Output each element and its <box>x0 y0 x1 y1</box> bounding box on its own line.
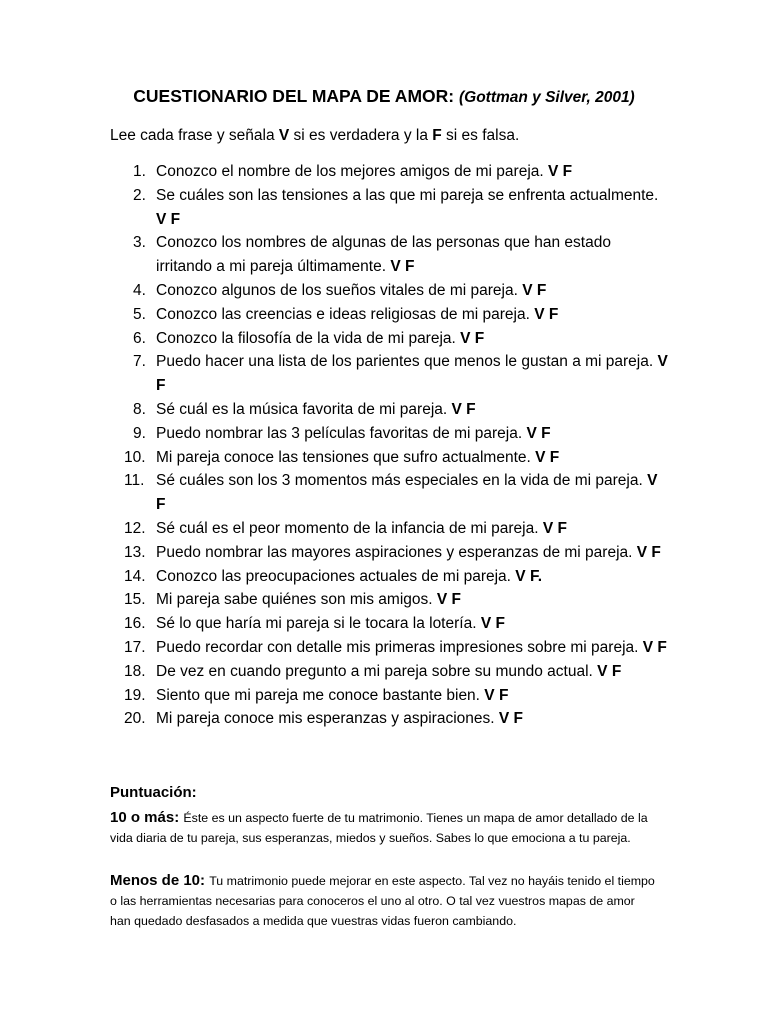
item-vf: V F <box>436 591 461 609</box>
item-number: 4. <box>133 281 146 299</box>
item-vf: V F <box>597 662 622 680</box>
list-item <box>110 565 670 589</box>
list-item <box>110 160 670 184</box>
item-number: 12. <box>124 519 146 537</box>
item-number: 20. <box>124 710 146 728</box>
item-vf: V F <box>480 615 505 633</box>
item-vf: V F <box>636 543 661 561</box>
item-vf: V F <box>156 353 668 395</box>
item-body <box>156 446 670 470</box>
item-vf: V F <box>534 305 559 323</box>
item-number: 7. <box>133 353 146 371</box>
item-number: 1. <box>133 163 146 180</box>
list-item <box>110 303 670 327</box>
item-vf: V F <box>542 519 567 537</box>
item-vf: V F <box>548 163 573 180</box>
item-text: Conozco el nombre de los mejores amigos de mi pareja. <box>156 163 548 180</box>
score-high-lead: 10 o más: <box>110 809 184 826</box>
item-body <box>156 327 670 351</box>
item-body <box>156 160 670 184</box>
item-body <box>156 422 670 446</box>
score-high <box>110 808 655 848</box>
item-body <box>156 588 670 612</box>
item-vf: V F <box>156 472 658 514</box>
item-text: Se cuáles son las tensiones a las que mi pareja se enfrenta actualmente. <box>156 186 659 204</box>
list-item <box>110 327 670 351</box>
score-low-lead: Menos de 10: <box>110 872 210 889</box>
item-body <box>156 303 670 327</box>
item-number: 19. <box>124 686 146 704</box>
item-body <box>156 469 670 517</box>
question-list <box>110 160 670 731</box>
item-number: 9. <box>133 424 146 442</box>
item-vf: V F. <box>515 567 542 585</box>
instructions-v: V <box>278 127 290 144</box>
item-text: Siento que mi pareja me conoce bastante bien. <box>156 686 485 704</box>
item-number: 6. <box>133 329 146 347</box>
list-item <box>110 612 670 636</box>
list-item <box>110 279 670 303</box>
item-text: Puedo nombrar las 3 películas favoritas de mi pareja. <box>156 424 527 442</box>
item-number: 5. <box>133 305 146 323</box>
instructions-part1: Lee cada frase y señala <box>110 127 279 144</box>
item-vf: V F <box>484 686 509 704</box>
item-text: De vez en cuando pregunto a mi pareja sobre su mundo actual. <box>156 662 598 680</box>
list-item <box>110 469 670 517</box>
item-body <box>156 184 670 232</box>
list-item <box>110 684 670 708</box>
item-number: 3. <box>133 234 146 252</box>
item-text: Conozco las creencias e ideas religiosas de mi pareja. <box>156 305 535 323</box>
list-item <box>110 636 670 660</box>
item-number: 11. <box>124 472 145 490</box>
item-body <box>156 565 670 589</box>
instructions <box>110 127 519 145</box>
item-number: 15. <box>124 591 146 609</box>
instructions-part2: si es verdadera y la <box>289 127 433 144</box>
item-text: Sé lo que haría mi pareja si le tocara la lotería. <box>156 615 481 633</box>
item-text: Puedo nombrar las mayores aspiraciones y esperanzas de mi pareja. <box>156 543 637 561</box>
item-body <box>156 612 670 636</box>
item-vf: V F <box>642 638 667 656</box>
item-text: Mi pareja conoce mis esperanzas y aspiraciones. <box>156 710 499 728</box>
item-text: Conozco la filosofía de la vida de mi pareja. <box>156 329 461 347</box>
list-item <box>110 446 670 470</box>
item-number: 16. <box>124 615 146 633</box>
list-item <box>110 350 670 398</box>
instructions-part3: si es falsa. <box>441 127 520 144</box>
item-vf: V F <box>498 710 524 728</box>
list-item <box>110 184 670 232</box>
item-vf: V F <box>451 400 476 418</box>
item-text: Puedo hacer una lista de los parientes que menos le gustan a mi pareja. <box>156 353 658 371</box>
item-text: Sé cuál es el peor momento de la infancia de mi pareja. <box>156 519 543 537</box>
list-item <box>110 660 670 684</box>
item-number: 8. <box>133 400 146 418</box>
item-vf: V F <box>522 281 547 299</box>
item-text: Sé cuál es la música favorita de mi pareja. <box>156 400 452 418</box>
scoring-title: Puntuación: <box>110 784 197 801</box>
item-text: Conozco las preocupaciones actuales de mi pareja. <box>156 567 516 585</box>
item-text: Mi pareja sabe quiénes son mis amigos. <box>156 591 437 609</box>
item-body <box>156 684 670 708</box>
title-citation: (Gottman y Silver, 2001) <box>458 89 635 106</box>
instructions-f: F <box>432 127 442 144</box>
item-body <box>156 398 670 422</box>
item-text: Sé cuáles son los 3 momentos más especiales en la vida de mi pareja. <box>156 472 648 490</box>
item-body <box>156 541 670 565</box>
list-item <box>110 398 670 422</box>
list-item <box>110 231 670 279</box>
item-number: 13. <box>124 543 146 561</box>
item-number: 14. <box>124 567 146 585</box>
score-low <box>110 871 655 931</box>
item-vf: V F <box>156 210 181 228</box>
item-body <box>156 350 670 398</box>
item-body <box>156 231 670 279</box>
item-text: Puedo recordar con detalle mis primeras impresiones sobre mi pareja. <box>156 638 643 656</box>
page-title <box>0 86 768 107</box>
list-item <box>110 422 670 446</box>
item-body <box>156 660 670 684</box>
item-number: 18. <box>124 662 146 680</box>
item-vf: V F <box>535 448 560 466</box>
item-body <box>156 279 670 303</box>
score-high-text: Éste es un aspecto fuerte de tu matrimonio. Tienes un mapa de amor detallado de la vida diaria de tu pareja, sus esperanzas, miedos y sueños. Sabes lo que emociona a tu pareja. <box>110 811 648 845</box>
title-text: CUESTIONARIO DEL MAPA DE AMOR: <box>133 86 455 106</box>
item-vf: V F <box>526 424 551 442</box>
item-number: 10. <box>124 448 146 466</box>
item-body <box>156 707 670 731</box>
item-number: 2. <box>133 186 146 204</box>
item-text: Mi pareja conoce las tensiones que sufro actualmente. <box>156 448 536 466</box>
list-item <box>110 588 670 612</box>
list-item <box>110 707 670 731</box>
list-item <box>110 517 670 541</box>
score-low-text: Tu matrimonio puede mejorar en este aspecto. Tal vez no hayáis tenido el tiempo o las herramientas necesarias para conoceros el uno al otro. O tal vez vuestros mapas de amor han quedado desfasados a medida que vuestras vidas fueron cambiando. <box>110 874 655 928</box>
item-body <box>156 636 670 660</box>
item-text: Conozco algunos de los sueños vitales de mi pareja. <box>156 281 523 299</box>
item-body <box>156 517 670 541</box>
item-vf: V F <box>390 258 415 276</box>
item-number: 17. <box>124 638 146 656</box>
item-vf: V F <box>460 329 485 347</box>
item-text: Conozco los nombres de algunas de las personas que han estado irritando a mi pareja últimamente. <box>156 234 611 276</box>
list-item <box>110 541 670 565</box>
